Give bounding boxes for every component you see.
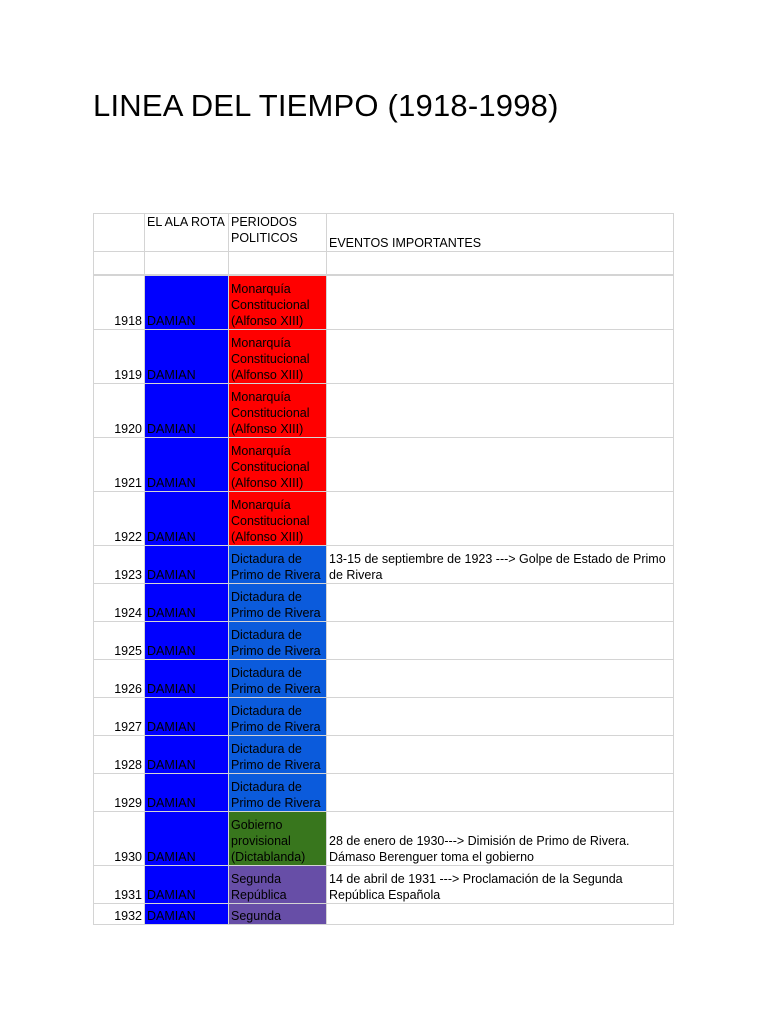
- year-cell: 1924: [94, 584, 145, 622]
- year-cell: 1927: [94, 698, 145, 736]
- table-row: [94, 584, 674, 622]
- table-row: [94, 736, 674, 774]
- table-row: [94, 866, 674, 904]
- ala-cell: DAMIAN: [145, 546, 229, 584]
- periodo-cell: Dictadura de Primo de Rivera: [229, 622, 327, 660]
- blank-cell: [145, 252, 229, 276]
- year-cell: 1922: [94, 492, 145, 546]
- periodo-cell: Monarquía Constitucional (Alfonso XIII): [229, 275, 327, 330]
- evento-cell: [327, 774, 674, 812]
- evento-cell: [327, 384, 674, 438]
- evento-cell: [327, 698, 674, 736]
- periodo-cell: Segunda República: [229, 866, 327, 904]
- year-cell: 1932: [94, 904, 145, 925]
- ala-cell: DAMIAN: [145, 492, 229, 546]
- table-row: [94, 622, 674, 660]
- year-cell: 1929: [94, 774, 145, 812]
- table-row: [94, 438, 674, 492]
- evento-cell: 28 de enero de 1930---> Dimisión de Primo de Rivera. Dámaso Berenguer toma el gobierno: [327, 812, 674, 866]
- periodo-cell: Dictadura de Primo de Rivera: [229, 774, 327, 812]
- table-row: [94, 812, 674, 866]
- header-periodo-cell: PERIODOS POLITICOS: [229, 214, 327, 252]
- table-row: [94, 546, 674, 584]
- ala-cell: DAMIAN: [145, 622, 229, 660]
- blank-row: [94, 252, 674, 276]
- periodo-cell: Gobierno provisional (Dictablanda): [229, 812, 327, 866]
- table-row: [94, 384, 674, 438]
- table-header-row: [94, 214, 674, 252]
- ala-cell: DAMIAN: [145, 438, 229, 492]
- ala-cell: DAMIAN: [145, 866, 229, 904]
- table-row: [94, 904, 674, 925]
- timeline-table: [93, 213, 674, 925]
- evento-cell: [327, 275, 674, 330]
- header-year-cell: [94, 214, 145, 252]
- year-cell: 1925: [94, 622, 145, 660]
- year-cell: 1930: [94, 812, 145, 866]
- periodo-cell: Monarquía Constitucional (Alfonso XIII): [229, 492, 327, 546]
- periodo-cell: Monarquía Constitucional (Alfonso XIII): [229, 384, 327, 438]
- periodo-cell: Dictadura de Primo de Rivera: [229, 584, 327, 622]
- table-row: [94, 698, 674, 736]
- ala-cell: DAMIAN: [145, 698, 229, 736]
- year-cell: 1926: [94, 660, 145, 698]
- page-title: LINEA DEL TIEMPO (1918-1998): [93, 88, 559, 123]
- evento-cell: [327, 330, 674, 384]
- ala-cell: DAMIAN: [145, 812, 229, 866]
- year-cell: 1931: [94, 866, 145, 904]
- ala-cell: DAMIAN: [145, 904, 229, 925]
- year-cell: 1918: [94, 275, 145, 330]
- blank-cell: [229, 252, 327, 276]
- table-row: [94, 330, 674, 384]
- periodo-cell: Dictadura de Primo de Rivera: [229, 698, 327, 736]
- ala-cell: DAMIAN: [145, 275, 229, 330]
- blank-cell: [94, 252, 145, 276]
- evento-cell: [327, 584, 674, 622]
- header-ala-cell: EL ALA ROTA: [145, 214, 229, 252]
- periodo-cell: Monarquía Constitucional (Alfonso XIII): [229, 330, 327, 384]
- ala-cell: DAMIAN: [145, 330, 229, 384]
- table-row: [94, 660, 674, 698]
- evento-cell: [327, 622, 674, 660]
- ala-cell: DAMIAN: [145, 384, 229, 438]
- year-cell: 1923: [94, 546, 145, 584]
- evento-cell: [327, 438, 674, 492]
- year-cell: 1928: [94, 736, 145, 774]
- periodo-cell: Dictadura de Primo de Rivera: [229, 736, 327, 774]
- year-cell: 1920: [94, 384, 145, 438]
- periodo-cell: Dictadura de Primo de Rivera: [229, 546, 327, 584]
- table-row: [94, 492, 674, 546]
- periodo-cell: Dictadura de Primo de Rivera: [229, 660, 327, 698]
- evento-cell: [327, 904, 674, 925]
- year-cell: 1921: [94, 438, 145, 492]
- ala-cell: DAMIAN: [145, 736, 229, 774]
- ala-cell: DAMIAN: [145, 660, 229, 698]
- periodo-cell: Segunda: [229, 904, 327, 925]
- evento-cell: [327, 492, 674, 546]
- evento-cell: [327, 660, 674, 698]
- table-row: [94, 275, 674, 330]
- table-row: [94, 774, 674, 812]
- ala-cell: DAMIAN: [145, 584, 229, 622]
- ala-cell: DAMIAN: [145, 774, 229, 812]
- evento-cell: 13-15 de septiembre de 1923 ---> Golpe de Estado de Primo de Rivera: [327, 546, 674, 584]
- header-eventos-cell: EVENTOS IMPORTANTES: [327, 214, 674, 252]
- blank-cell: [327, 252, 674, 276]
- year-cell: 1919: [94, 330, 145, 384]
- evento-cell: 14 de abril de 1931 ---> Proclamación de la Segunda República Española: [327, 866, 674, 904]
- evento-cell: [327, 736, 674, 774]
- periodo-cell: Monarquía Constitucional (Alfonso XIII): [229, 438, 327, 492]
